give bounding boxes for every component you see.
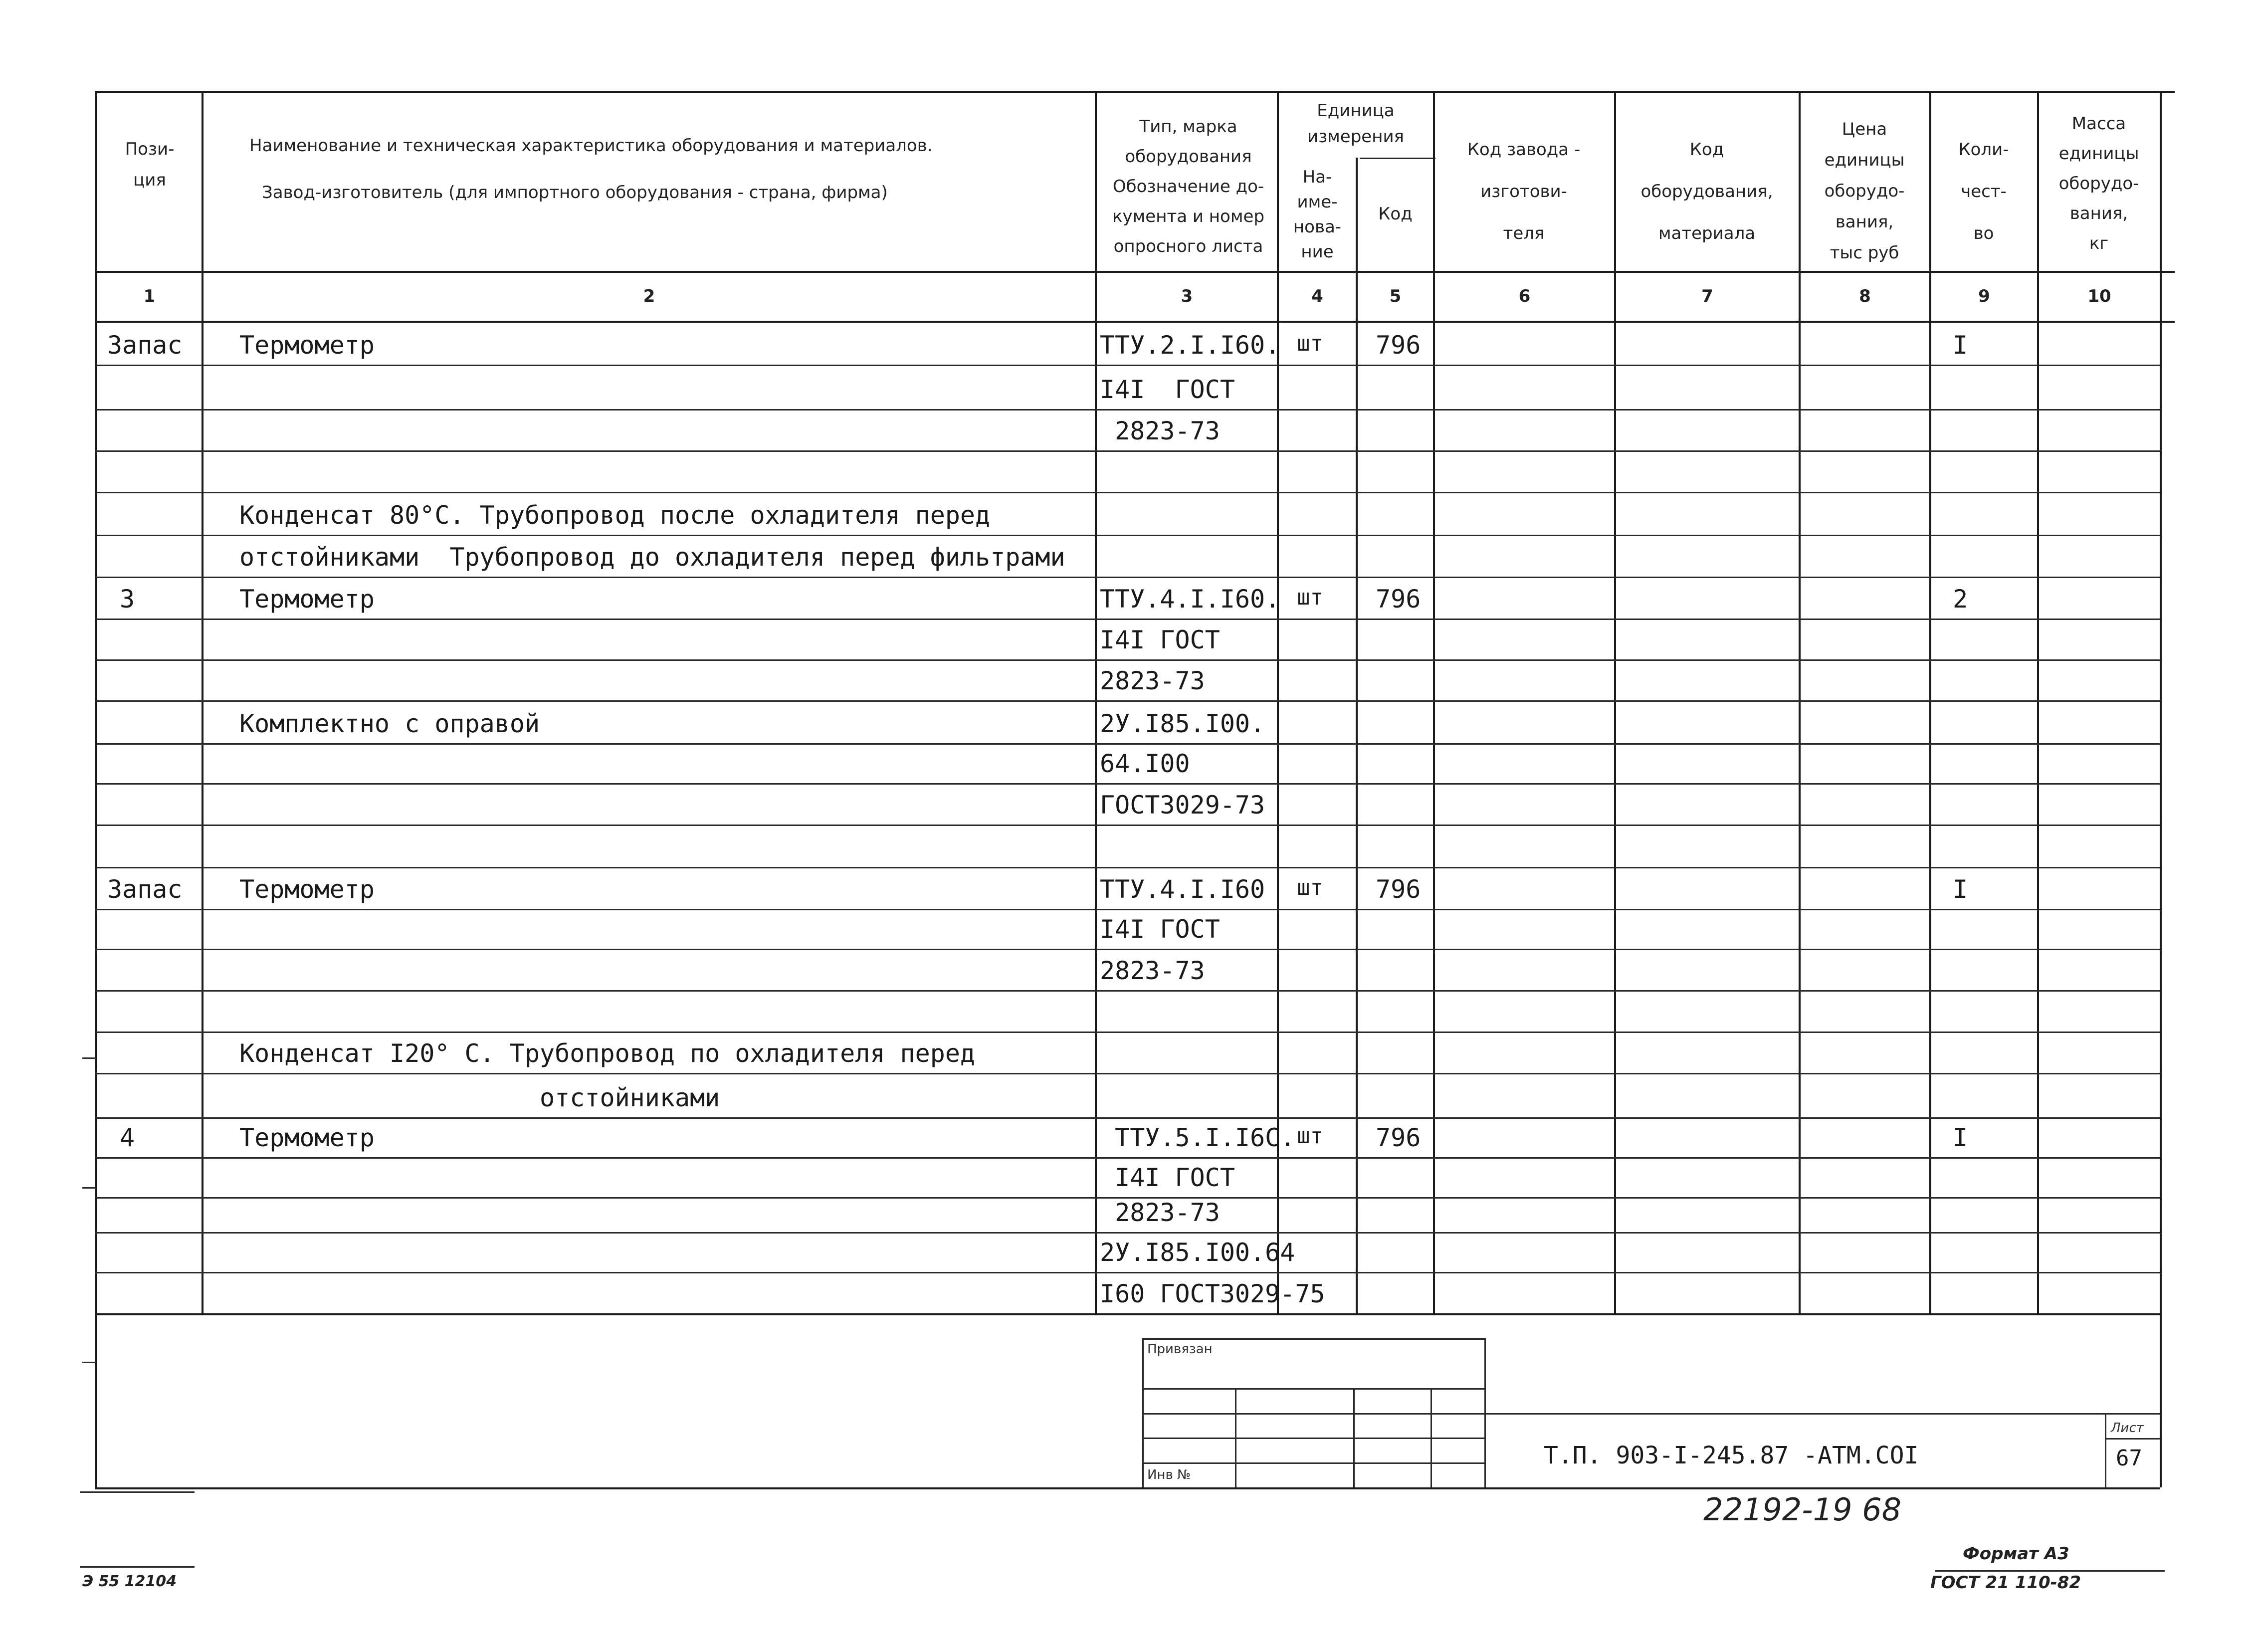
gost-label: ГОСТ 21 110-82: [1930, 1573, 2081, 1593]
format-label: Формат А3: [1963, 1544, 2069, 1564]
unit-name-cell: шт: [1297, 331, 1323, 356]
type-cell: 64.I00: [1100, 749, 1190, 778]
print-code: Э 55 12104: [82, 1573, 177, 1590]
type-cell: ТТУ.4.I.I60.: [1100, 585, 1280, 614]
row-separator: [95, 577, 2160, 578]
type-cell: ТТУ.5.I.I6С.: [1100, 1123, 1295, 1152]
stamp-inv-label: Инв №: [1147, 1467, 1191, 1482]
stamp-attached-label: Привязан: [1147, 1342, 1213, 1357]
row-separator: [95, 1232, 2160, 1234]
name-cell: Термометр: [239, 875, 375, 904]
quantity-cell: I: [1953, 331, 1968, 360]
type-cell: 2У.I85.I00.: [1100, 709, 1265, 738]
name-cell: Конденсат 80°С. Трубопровод после охладителя перед: [239, 501, 991, 530]
unit-code-cell: 796: [1376, 875, 1421, 904]
header-unit-name: На- име- нова- ние: [1293, 167, 1342, 262]
type-cell: 2823-73: [1100, 416, 1220, 445]
handwritten-number: 22192-19 68: [1703, 1491, 1902, 1528]
header-mass: Масса единицы оборудо- вания, кг: [2058, 114, 2139, 253]
type-cell: 2823-73: [1100, 1198, 1220, 1227]
name-cell: Термометр: [239, 1123, 375, 1152]
type-cell: I60 ГОСТ3029-75: [1100, 1279, 1325, 1308]
header-price: Цена единицы оборудо- вания, тыс руб: [1824, 119, 1905, 263]
name-cell: Комплектно с оправой: [239, 709, 540, 738]
type-cell: 2У.I85.I00.64: [1100, 1238, 1295, 1267]
column-number: 5: [1389, 286, 1402, 306]
name-cell: отстойниками Трубопровод до охладителя перед фильтрами: [239, 543, 1065, 572]
position-cell: Запас: [107, 875, 183, 904]
stamp-sheet-label: Лист: [2111, 1421, 2144, 1436]
type-cell: ГОСТ3029-73: [1100, 791, 1265, 820]
column-number: 10: [2087, 286, 2111, 306]
row-separator: [95, 409, 2160, 411]
column-number: 8: [1859, 286, 1871, 306]
row-separator: [95, 783, 2160, 785]
header-name-line1: Наименование и техническая характеристика оборудования и материалов.: [249, 136, 933, 156]
header-quantity: Коли- чест- во: [1958, 140, 2009, 243]
row-separator: [95, 909, 2160, 910]
position-cell: Запас: [107, 331, 183, 360]
header-manufacturer-code: Код завода - изготови- теля: [1467, 140, 1581, 243]
column-number: 3: [1181, 286, 1193, 306]
unit-name-cell: шт: [1297, 875, 1323, 900]
row-separator: [95, 1117, 2160, 1119]
type-cell: ТТУ.4.I.I60: [1100, 875, 1265, 904]
unit-code-cell: 796: [1376, 331, 1421, 360]
name-cell: Термометр: [239, 585, 375, 614]
row-separator: [95, 1157, 2160, 1159]
name-cell: отстойниками: [239, 1083, 720, 1112]
row-separator: [95, 365, 2160, 366]
type-cell: I4I ГОСТ: [1100, 915, 1220, 944]
header-equipment-code: Код оборудования, материала: [1640, 140, 1773, 243]
column-number: 9: [1978, 286, 1990, 306]
row-separator: [95, 743, 2160, 745]
unit-name-cell: шт: [1297, 585, 1323, 610]
position-cell: 3: [120, 585, 135, 614]
column-number: 7: [1701, 286, 1713, 306]
header-position: Пози- ция: [125, 139, 175, 190]
header-type: Тип, марка оборудования Обозначение до- кумента и номер опросного листа: [1112, 117, 1264, 256]
row-separator: [95, 535, 2160, 536]
header-name-line2: Завод-изготовитель (для импортного оборудования - страна, фирма): [262, 183, 888, 203]
row-separator: [95, 492, 2160, 493]
row-separator: [95, 825, 2160, 826]
quantity-cell: I: [1953, 875, 1968, 904]
row-separator: [95, 949, 2160, 950]
header-unit-code: Код: [1378, 204, 1413, 224]
type-cell: 2823-73: [1100, 956, 1205, 985]
header-unit-group: Единица измерения: [1307, 101, 1405, 147]
name-cell: Конденсат I20° С. Трубопровод по охладителя перед: [239, 1039, 976, 1068]
row-separator: [95, 700, 2160, 702]
row-separator: [95, 450, 2160, 452]
column-number: 2: [643, 286, 655, 306]
type-cell: ТТУ.2.I.I60.: [1100, 331, 1280, 360]
row-separator: [95, 867, 2160, 868]
column-number: 6: [1518, 286, 1531, 306]
quantity-cell: 2: [1953, 585, 1968, 614]
unit-code-cell: 796: [1376, 585, 1421, 614]
position-cell: 4: [120, 1123, 135, 1152]
unit-name-cell: шт: [1297, 1123, 1323, 1149]
type-cell: 2823-73: [1100, 666, 1205, 695]
stamp-document-code: Т.П. 903-I-245.87 -АТМ.СОI: [1544, 1442, 1919, 1469]
row-separator: [95, 619, 2160, 620]
row-separator: [95, 1073, 2160, 1074]
unit-code-cell: 796: [1376, 1123, 1421, 1152]
type-cell: I4I ГОСТ: [1100, 625, 1220, 654]
row-separator: [95, 1032, 2160, 1033]
type-cell: I4I ГОСТ: [1100, 1163, 1235, 1192]
row-separator: [95, 1272, 2160, 1273]
name-cell: Термометр: [239, 331, 375, 360]
row-separator: [95, 659, 2160, 661]
row-separator: [95, 990, 2160, 992]
column-number: 4: [1311, 286, 1323, 306]
quantity-cell: I: [1953, 1123, 1968, 1152]
type-cell: I4I ГОСТ: [1100, 375, 1235, 404]
stamp-sheet-number: 67: [2116, 1446, 2142, 1471]
column-number: 1: [143, 286, 156, 306]
